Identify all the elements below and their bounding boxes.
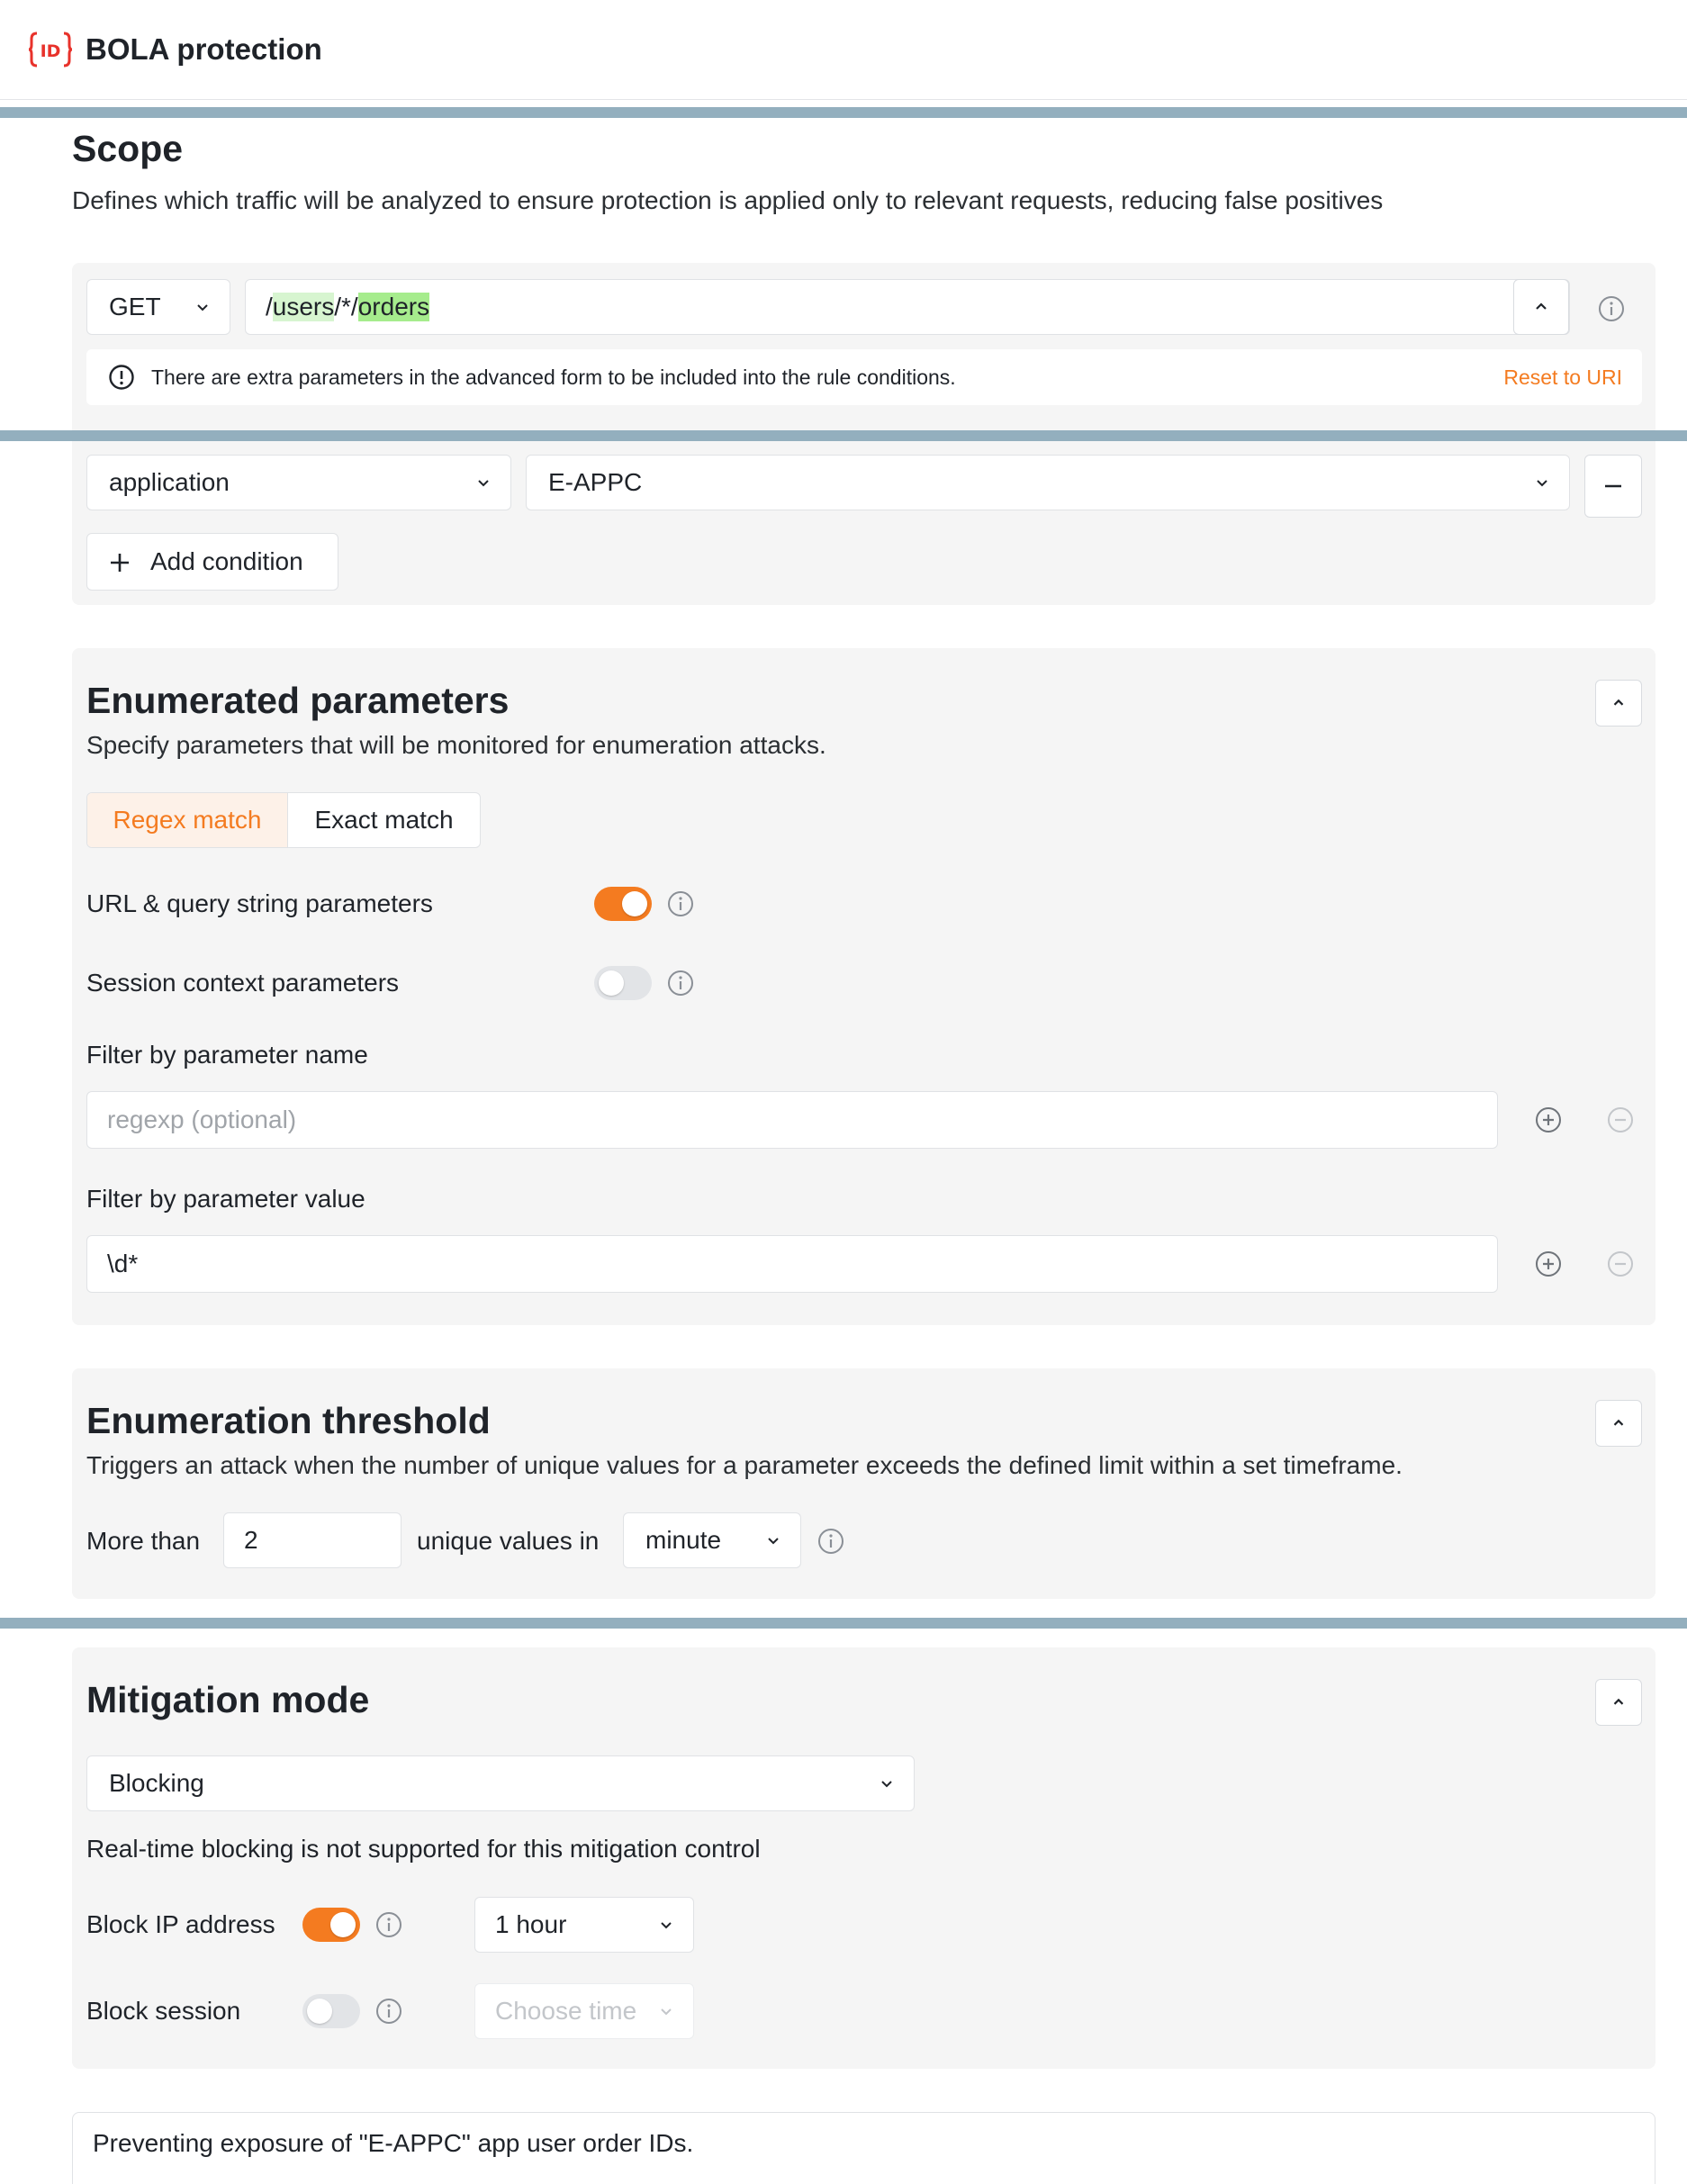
mitigation-note: Real-time blocking is not supported for this mitigation control	[86, 1835, 761, 1863]
info-icon[interactable]	[374, 1997, 403, 2026]
session-params-toggle[interactable]	[594, 966, 652, 1000]
method-select[interactable]	[86, 279, 230, 335]
block-session-toggle[interactable]	[302, 1994, 360, 2028]
remove-circle-icon[interactable]	[1606, 1106, 1635, 1134]
advanced-notice	[86, 349, 1642, 405]
filter-value-text: \d*	[107, 1250, 139, 1277]
period-value: minute	[645, 1526, 722, 1554]
collapse-button[interactable]	[1595, 1679, 1642, 1726]
alert-icon	[108, 364, 135, 391]
filter-name-placeholder: regexp (optional)	[107, 1106, 297, 1133]
mitigation-title: Mitigation mode	[86, 1679, 370, 1720]
more-than-label: More than	[86, 1527, 201, 1555]
reset-to-uri-link[interactable]: Reset to URI	[1503, 365, 1622, 389]
separator	[0, 1618, 1687, 1629]
info-icon[interactable]	[666, 969, 695, 997]
remove-circle-icon[interactable]	[1606, 1250, 1635, 1278]
remove-condition-button[interactable]	[1584, 455, 1642, 518]
chevron-down-icon	[474, 474, 492, 492]
tab-exact-match[interactable]: Exact match	[314, 806, 454, 834]
period-select[interactable]	[623, 1512, 801, 1568]
uri-seg-2: users	[272, 293, 335, 320]
threshold-title: Enumeration threshold	[86, 1400, 491, 1441]
svg-text:ID: ID	[40, 41, 61, 61]
tab-regex-match[interactable]: Regex match	[87, 793, 288, 847]
scope-description: Defines which traffic will be analyzed to ensure protection is applied only to relevant requests, reducing false positives	[72, 186, 1384, 214]
chevron-down-icon	[878, 1774, 896, 1792]
scope-title: Scope	[72, 128, 184, 169]
rule-comment-text: Preventing exposure of "E-APPC" app user order IDs.	[93, 2129, 694, 2157]
block-session-duration-select[interactable]	[474, 1983, 694, 2039]
chevron-down-icon	[764, 1531, 782, 1549]
filter-name-input[interactable]	[86, 1091, 1498, 1149]
session-params-label: Session context parameters	[86, 969, 400, 997]
threshold-description: Triggers an attack when the number of unique values for a parameter exceeds the defined limit within a set timeframe.	[86, 1451, 1403, 1479]
info-icon[interactable]	[374, 1910, 403, 1939]
collapse-button[interactable]	[1595, 1400, 1642, 1447]
filter-value-label: Filter by parameter value	[86, 1185, 365, 1213]
rule-comment-textarea[interactable]	[72, 2112, 1655, 2184]
block-session-placeholder: Choose time	[495, 1997, 637, 2025]
block-session-label: Block session	[86, 1997, 241, 2025]
enumerated-title: Enumerated parameters	[86, 680, 510, 721]
block-ip-duration-select[interactable]	[474, 1897, 694, 1953]
chevron-down-icon	[657, 1916, 675, 1934]
match-type-tabs	[86, 792, 481, 848]
condition-field-value: application	[109, 468, 230, 496]
id-braces-icon	[29, 30, 72, 69]
info-icon[interactable]	[666, 889, 695, 918]
add-circle-icon[interactable]	[1534, 1250, 1563, 1278]
uri-input[interactable]	[245, 279, 1570, 335]
chevron-up-icon	[1532, 298, 1550, 316]
separator	[0, 430, 1687, 441]
condition-value-select[interactable]	[526, 455, 1570, 510]
block-ip-label: Block IP address	[86, 1910, 275, 1938]
mitigation-mode-select[interactable]	[86, 1755, 915, 1811]
method-value: GET	[109, 293, 161, 320]
url-params-label: URL & query string parameters	[86, 889, 433, 917]
url-params-toggle[interactable]	[594, 887, 652, 921]
mitigation-mode-value: Blocking	[109, 1769, 204, 1797]
unique-values-label: unique values in	[417, 1527, 600, 1555]
chevron-up-icon	[1610, 1694, 1627, 1710]
page-title: BOLA protection	[86, 32, 322, 66]
add-circle-icon[interactable]	[1534, 1106, 1563, 1134]
uri-seg-4: orders	[357, 293, 430, 320]
chevron-down-icon	[657, 2002, 675, 2020]
block-ip-toggle[interactable]	[302, 1908, 360, 1942]
uri-seg-1: /	[266, 293, 273, 320]
chevron-up-icon	[1610, 695, 1627, 711]
info-icon[interactable]	[816, 1527, 845, 1556]
chevron-down-icon	[194, 298, 212, 316]
enumerated-description: Specify parameters that will be monitored for enumeration attacks.	[86, 731, 826, 759]
threshold-count: 2	[244, 1526, 258, 1554]
notice-text: There are extra parameters in the advanced form to be included into the rule conditions.	[151, 365, 956, 389]
info-icon[interactable]	[1597, 294, 1626, 323]
filter-value-input[interactable]	[86, 1235, 1498, 1293]
chevron-up-icon	[1610, 1415, 1627, 1431]
chevron-down-icon	[1533, 474, 1551, 492]
filter-name-label: Filter by parameter name	[86, 1041, 368, 1069]
page-header	[0, 0, 1687, 100]
collapse-button[interactable]	[1595, 680, 1642, 726]
block-ip-duration: 1 hour	[495, 1910, 567, 1938]
minus-icon	[1602, 475, 1624, 497]
add-condition-label: Add condition	[150, 547, 303, 575]
condition-field-select[interactable]	[86, 455, 511, 510]
plus-icon	[109, 552, 131, 573]
uri-seg-3: /*/	[334, 293, 358, 320]
separator	[0, 107, 1687, 118]
condition-value: E-APPC	[548, 468, 643, 496]
add-condition-button[interactable]	[86, 533, 338, 591]
threshold-count-input[interactable]	[223, 1512, 401, 1568]
collapse-button[interactable]	[1513, 279, 1569, 335]
